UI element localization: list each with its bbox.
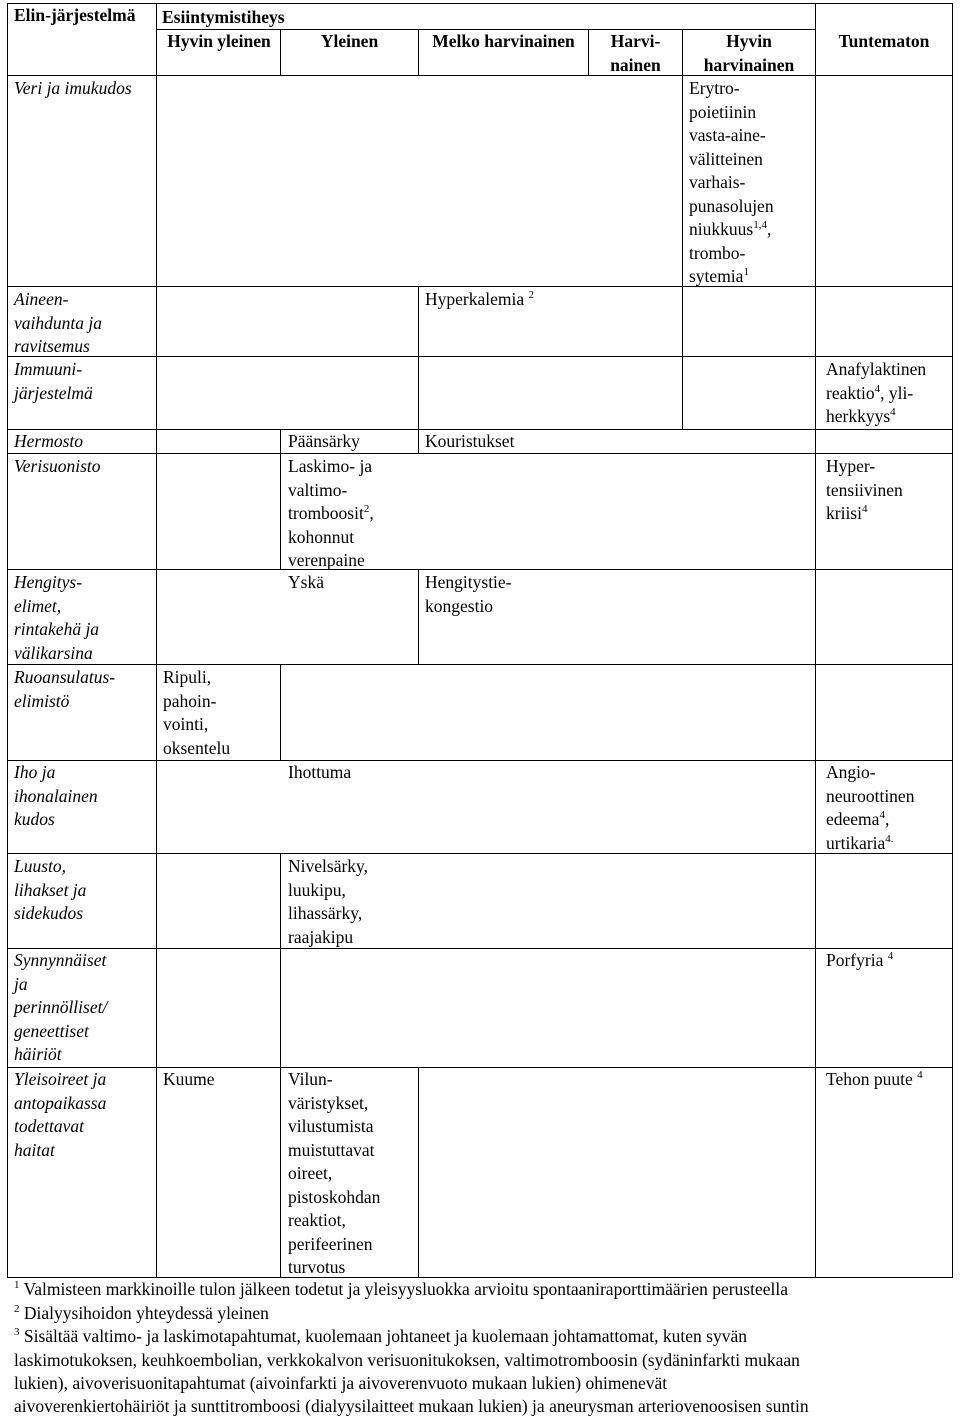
grid-line	[7, 356, 953, 357]
grid-line	[280, 664, 281, 761]
cell-vascular-common: Laskimo- ja valtimo- tromboosit$^2$, kohonnut verenpaine	[288, 456, 374, 570]
cell-skin-common: Ihottuma	[288, 762, 352, 782]
cell-blood-very-rare: Erytro- poietiinin vasta-aine- välitteinen varhais- punasolujen niukkuus$^{1,4}$, trombo- sytemia$^1$	[689, 78, 774, 286]
organ-congenital: Synnynnäiset ja perinnölliset/ geneettiset häiriöt	[14, 950, 108, 1064]
organ-nervous: Hermosto	[14, 431, 84, 451]
grid-line	[7, 286, 953, 287]
grid-line	[7, 1067, 953, 1068]
grid-line	[7, 3, 8, 1278]
header-unknown: Tuntematon	[838, 31, 930, 51]
cell-vascular-unknown: Hyper- tensiivinen kriisi$^4$	[826, 456, 903, 523]
cell-general-very-common: Kuume	[163, 1069, 215, 1089]
footnote-1: $^1$ Valmisteen markkinoille tulon jälkeen todetut ja yleisyysluokka arvioitu spontaaniraporttimäärien perusteella	[14, 1279, 788, 1299]
grid-line	[418, 569, 419, 665]
grid-line	[280, 1067, 281, 1278]
cell-respiratory-uncommon: Hengitystie- kongestio	[425, 572, 512, 616]
organ-respiratory: Hengitys- elimet, rintakehä ja välikarsina	[14, 572, 100, 663]
cell-congenital-unknown: Porfyria $^4$	[826, 950, 894, 970]
grid-line	[682, 286, 683, 430]
grid-line	[7, 853, 953, 854]
footnote-3-line-2: laskimotukoksen, keuhkoembolian, verkkokalvon verisuonitukoksen, valtimotromboosin (sydäninfarkti mukaan	[14, 1350, 800, 1370]
footnote-3-line-3: lukien), aivoverisuonitapahtumat (aivoinfarkti ja aivoverenvuoto mukaan lukien) ohimenevät	[14, 1373, 668, 1393]
grid-line	[7, 569, 953, 570]
grid-line	[815, 3, 816, 1278]
organ-blood: Veri ja imukudos	[14, 78, 132, 98]
grid-line	[7, 664, 953, 665]
header-very-rare: Hyvin harvinainen	[703, 31, 795, 75]
grid-line	[280, 429, 281, 570]
header-frequency: Esiintymistiheys	[162, 7, 285, 27]
grid-line	[7, 948, 953, 949]
header-organ-class: Elin-järjestelmä	[14, 5, 136, 25]
header-very-common: Hyvin yleinen	[167, 31, 271, 51]
footnote-2: $^2$ Dialyysihoidon yhteydessä yleinen	[14, 1303, 269, 1323]
grid-line	[7, 760, 953, 761]
cell-general-common: Vilun- väristykset, vilustumista muistuttavat oireet, pistoskohdan reaktiot, perifeerinen turvotus	[288, 1069, 381, 1277]
grid-line	[280, 948, 281, 1068]
cell-nervous-uncommon: Kouristukset	[425, 431, 515, 451]
header-uncommon: Melko harvinainen	[432, 31, 575, 51]
organ-general: Yleisoireet ja antopaikassa todettavat haitat	[14, 1069, 107, 1160]
cell-musculoskeletal-common: Nivelsärky, luukipu, lihassärky, raajakipu	[288, 856, 369, 947]
grid-line	[7, 3, 953, 4]
grid-line	[952, 3, 953, 1278]
organ-skin: Iho ja ihonalainen kudos	[14, 762, 98, 829]
cell-metabolism-uncommon: Hyperkalemia $^2$	[425, 289, 534, 309]
cell-nervous-common: Päänsärky	[288, 431, 360, 451]
cell-general-unknown: Tehon puute $^4$	[826, 1069, 923, 1089]
organ-gi: Ruoansulatus- elimistö	[14, 667, 116, 711]
footnote-3: $^3$ Sisältää valtimo- ja laskimotapahtumat, kuolemaan johtaneet ja kuolemaan johtamattomat, kuten syvän	[14, 1326, 748, 1346]
grid-line	[418, 1067, 419, 1278]
grid-line	[156, 3, 157, 1278]
organ-metabolism: Aineen- vaihdunta ja ravitsemus	[14, 289, 102, 356]
organ-musculoskeletal: Luusto, lihakset ja sidekudos	[14, 856, 87, 923]
cell-skin-unknown: Angio- neuroottinen edeema$^4$, urtikaria$^{4.}$	[826, 762, 915, 853]
footnote-3-line-4: aivoverenkiertohäiriöt ja sunttitromboosi (dialyysilaitteet mukaan lukien) ja aneurysman arteriovenoosisen suntin	[14, 1396, 809, 1416]
grid-line	[682, 75, 683, 287]
cell-immune-unknown: Anafylaktinen reaktio$^4$, yli- herkkyys$^4$	[826, 359, 927, 426]
cell-respiratory-common: Yskä	[288, 572, 324, 592]
grid-line	[418, 429, 419, 454]
header-common: Yleinen	[320, 31, 379, 51]
cell-gi-very-common: Ripuli, pahoin- vointi, oksentelu	[163, 667, 231, 758]
grid-line	[418, 286, 419, 430]
organ-vascular: Verisuonisto	[14, 456, 101, 476]
header-rare: Harvi-nainen	[610, 31, 661, 75]
organ-immune: Immuuni- järjestelmä	[14, 359, 93, 403]
grid-line	[280, 853, 281, 949]
